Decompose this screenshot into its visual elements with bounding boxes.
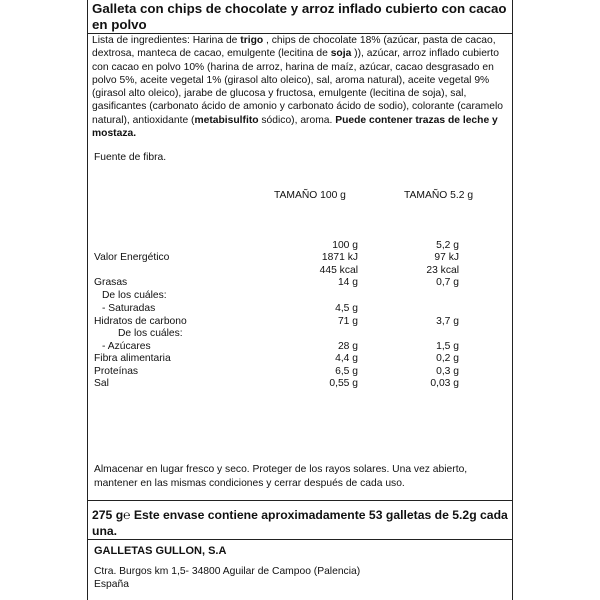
package-info: [92, 507, 510, 539]
row-label-carbohydrates: Hidratos de carbono: [94, 316, 187, 327]
carbohydrates-serving: 3,7 g: [436, 316, 459, 327]
protein-100g: 6,5 g: [335, 366, 358, 377]
row-label-fiber: Fibra alimentaria: [94, 353, 171, 364]
row-label-energy: Valor Energético: [94, 252, 170, 263]
energy-kj-100g: 1871 kJ: [321, 252, 358, 263]
row-label-saturated: - Saturadas: [102, 303, 156, 314]
sugars-serving: 1,5 g: [436, 341, 459, 352]
company-address: Ctra. Burgos km 1,5- 34800 Aguilar de Campoo (Palencia): [94, 566, 361, 577]
sugars-100g: 28 g: [337, 341, 358, 352]
allergen-soja: soja: [330, 48, 352, 60]
package-count-text: Este envase contiene aproximadamente 53 galletas de 5.2g cada una.: [92, 508, 508, 538]
row-label-carbs-of-which: De los cuáles:: [118, 328, 183, 339]
allergen-trigo: trigo: [240, 35, 264, 46]
salt-100g: 0,55 g: [329, 378, 358, 389]
column-header-serving: TAMAÑO 5.2 g: [404, 190, 474, 201]
net-weight: 275 g: [92, 508, 124, 522]
allergen-metabisulfito: metabisulfito: [194, 114, 259, 126]
protein-serving: 0,3 g: [436, 366, 459, 377]
carbohydrates-100g: 71 g: [337, 316, 358, 327]
salt-serving: 0,03 g: [430, 378, 459, 389]
row-label-fat-of-which: De los cuáles:: [102, 290, 167, 301]
energy-kj-serving: 97 kJ: [434, 252, 459, 263]
divider-storage: [88, 500, 512, 501]
estimated-sign-icon: ℮: [123, 508, 131, 522]
saturated-100g: 4,5 g: [335, 303, 358, 314]
row-label-fat: Grasas: [94, 277, 128, 288]
fiber-serving: 0,2 g: [436, 353, 459, 364]
column-header-100g: TAMAÑO 100 g: [274, 190, 346, 201]
storage-instructions: Almacenar en lugar fresco y seco. Proteger de los rayos solares. Una vez abierto, mantener en las mismas condiciones y cerrar después de cada uso.: [94, 464, 468, 489]
row-label-salt: Sal: [94, 378, 109, 389]
energy-kcal-serving: 23 kcal: [426, 265, 459, 276]
company-name: GALLETAS GULLON, S.A: [94, 545, 227, 557]
ingredients-text-2: , chips de chocolate 18% (azúcar, pasta de cacao, dextrosa, manteca de cacao, emulgente (lecitina de: [92, 35, 496, 60]
company-country: España: [94, 579, 129, 591]
amount-100g: 100 g: [332, 240, 358, 251]
fat-100g: 14 g: [337, 277, 358, 288]
ingredients-text-4: sódico), aroma.: [258, 114, 336, 126]
product-title: Galleta con chips de chocolate y arroz inflado cubierto con cacao en polvo: [92, 1, 507, 32]
company-address-block: [94, 565, 510, 592]
fiber-100g: 4,4 g: [335, 353, 358, 364]
energy-kcal-100g: 445 kcal: [319, 265, 358, 276]
fiber-claim: Fuente de fibra.: [94, 152, 167, 163]
ingredients-text-1: Lista de ingredientes: Harina de: [92, 35, 241, 46]
divider-package: [88, 539, 512, 540]
row-label-sugars: - Azúcares: [102, 341, 151, 352]
row-label-protein: Proteínas: [94, 366, 139, 377]
amount-serving: 5,2 g: [436, 240, 459, 251]
ingredients-text-3: )), azúcar, arroz inflado cubierto con cacao en polvo 10% (harina de arroz, harina de maíz, azúcar, cacao desgrasado en polvo 5%, aceite vegetal 1% (girasol alto oleico), sal, aroma natural), aceite vegetal 9% (girasol alto oleico), jarabe de glucosa y fructosa, emulgente (lecitina de soja), sal, gasificantes (carbonato ácido de amonio y carbonato ácido de sodio), colorante (caramelo natural), antioxidante (: [92, 48, 503, 126]
fat-serving: 0,7 g: [436, 277, 459, 288]
nutrition-label: [87, 0, 513, 600]
ingredients-list: [92, 34, 512, 140]
allergen-trace-warning: Puede contener trazas de leche y mostaza.: [92, 114, 498, 140]
